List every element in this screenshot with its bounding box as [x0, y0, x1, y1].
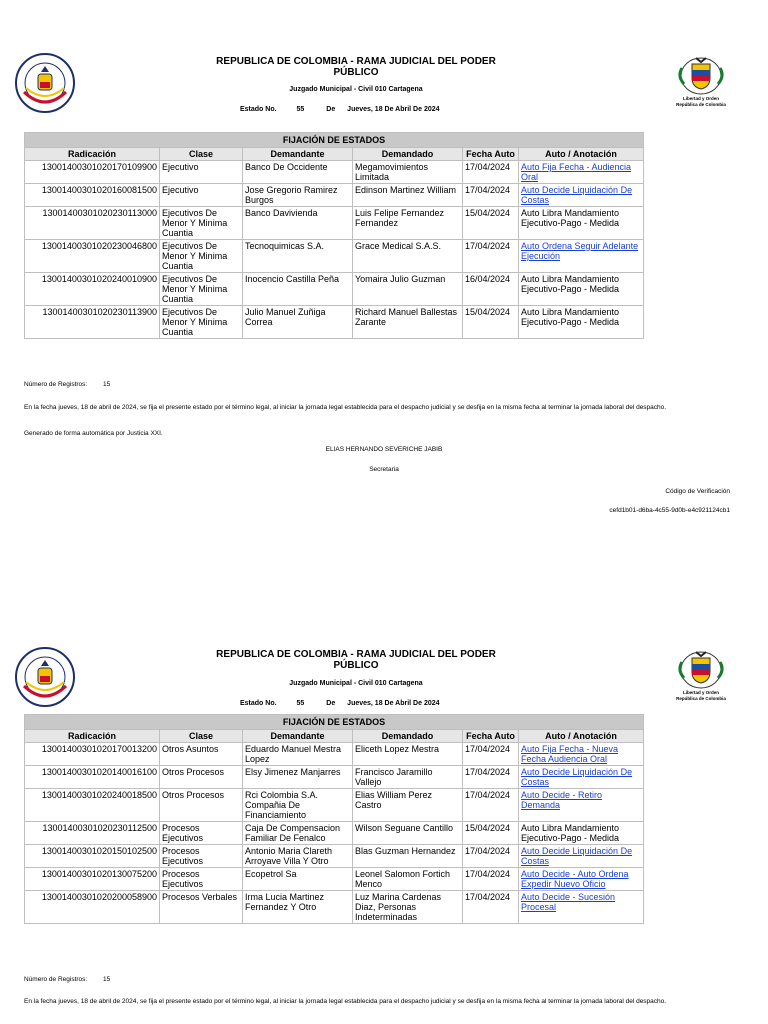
- verification-label: Código de Verificación: [665, 488, 730, 495]
- cell-auto-anotacion: Auto Libra Mandamiento Ejecutivo-Pago - Medida: [519, 306, 644, 339]
- estado-line: [240, 700, 440, 707]
- auto-link[interactable]: Auto Fija Fecha - Audiencia Oral: [521, 162, 632, 182]
- col-radicacion: Radicación: [25, 148, 160, 161]
- table-caption: FIJACIÓN DE ESTADOS: [25, 715, 644, 730]
- cell-demandante: Elsy Jimenez Manjarres: [243, 766, 353, 789]
- col-auto-anotacion: Auto / Anotación: [519, 148, 644, 161]
- registros-count: 15: [103, 976, 111, 983]
- cell-fecha-auto: 15/04/2024: [463, 306, 519, 339]
- cell-demandado: Edinson Martinez William: [353, 184, 463, 207]
- registros-count: 15: [103, 381, 111, 388]
- table-body: [25, 161, 644, 339]
- col-clase: Clase: [160, 730, 243, 743]
- cell-fecha-auto: 17/04/2024: [463, 240, 519, 273]
- cell-fecha-auto: 17/04/2024: [463, 743, 519, 766]
- cell-demandado: Wilson Seguane Cantillo: [353, 822, 463, 845]
- cell-clase: Ejecutivos De Menor Y Minima Cuantia: [160, 306, 243, 339]
- cell-auto-anotacion: [519, 766, 644, 789]
- fijacion-paragraph: En la fecha jueves, 18 de abril de 2024, se fija el presente estado por el término legal, al iniciar la jornada legal establecida para el despacho judicial y se desfija en la misma fecha al terminar la jornada laboral del despacho.: [24, 404, 667, 411]
- table-row: [25, 845, 644, 868]
- estado-number: 55: [296, 700, 305, 707]
- page-title: [200, 649, 512, 671]
- registros-label: Número de Registros:: [24, 381, 88, 388]
- table-row: [25, 766, 644, 789]
- col-demandante: Demandante: [243, 730, 353, 743]
- auto-link[interactable]: Auto Ordena Seguir Adelante Ejecución: [521, 241, 639, 261]
- cell-clase: Otros Procesos: [160, 766, 243, 789]
- estados-table: [24, 714, 644, 924]
- auto-link[interactable]: Auto Decide Liquidación De Costas: [521, 767, 633, 787]
- cell-auto-anotacion: [519, 240, 644, 273]
- table-row: [25, 273, 644, 306]
- cell-clase: Procesos Ejecutivos: [160, 845, 243, 868]
- cell-demandante: Caja De Compensacion Familiar De Fenalco: [243, 822, 353, 845]
- cell-clase: Ejecutivo: [160, 161, 243, 184]
- fijacion-paragraph: En la fecha jueves, 18 de abril de 2024, se fija el presente estado por el término legal, al iniciar la jornada legal establecida para el despacho judicial y se desfija en la misma fecha al terminar la jornada laboral del despacho.: [24, 998, 667, 1005]
- cell-fecha-auto: 16/04/2024: [463, 273, 519, 306]
- col-fecha-auto: Fecha Auto: [463, 730, 519, 743]
- cell-demandado: Leonel Salomon Fortich Menco: [353, 868, 463, 891]
- cell-clase: Procesos Verbales: [160, 891, 243, 924]
- rama-judicial-seal-icon: [14, 52, 76, 114]
- cell-auto-anotacion: [519, 161, 644, 184]
- cell-radicacion: 13001400301020140016100: [25, 766, 160, 789]
- estado-date: Jueves, 18 De Abril De 2024: [347, 700, 440, 707]
- svg-text:República de Colombia: República de Colombia: [676, 696, 726, 701]
- cell-demandante: Tecnoquimicas S.A.: [243, 240, 353, 273]
- svg-text:Libertad y Orden: Libertad y Orden: [682, 96, 720, 101]
- auto-link[interactable]: Auto Decide - Sucesión Procesal: [521, 892, 616, 912]
- estado-number: 55: [296, 106, 305, 113]
- cell-demandado: Grace Medical S.A.S.: [353, 240, 463, 273]
- de-label: De: [326, 700, 336, 707]
- cell-demandante: Ecopetrol Sa: [243, 868, 353, 891]
- cell-fecha-auto: 15/04/2024: [463, 822, 519, 845]
- cell-radicacion: 13001400301020230046800: [25, 240, 160, 273]
- cell-radicacion: 13001400301020200058900: [25, 891, 160, 924]
- cell-demandado: Elias William Perez Castro: [353, 789, 463, 822]
- table-body: [25, 743, 644, 924]
- svg-text:República de Colombia: República de Colombia: [676, 102, 726, 107]
- estado-label: Estado No.: [240, 700, 277, 707]
- col-demandado: Demandado: [353, 148, 463, 161]
- cell-fecha-auto: 17/04/2024: [463, 789, 519, 822]
- cell-demandante: Rci Colombia S.A. Compañia De Financiamiento: [243, 789, 353, 822]
- estados-table: [24, 132, 644, 339]
- table-row: [25, 184, 644, 207]
- cell-clase: Procesos Ejecutivos: [160, 868, 243, 891]
- col-fecha-auto: Fecha Auto: [463, 148, 519, 161]
- cell-auto-anotacion: [519, 743, 644, 766]
- cell-radicacion: 13001400301020160081500: [25, 184, 160, 207]
- title-line-2: PÚBLICO: [333, 67, 379, 78]
- registros-line: [24, 976, 110, 984]
- cell-radicacion: 13001400301020240010900: [25, 273, 160, 306]
- colombia-coat-of-arms-icon: [676, 648, 726, 704]
- signer-name: ELIAS HERNANDO SEVERICHE JABIB: [325, 446, 443, 453]
- estado-line: [240, 106, 440, 113]
- cell-demandante: Banco De Occidente: [243, 161, 353, 184]
- cell-demandado: Luz Marina Cardenas Diaz, Personas Indeterminadas: [353, 891, 463, 924]
- title-line-1: REPUBLICA DE COLOMBIA - RAMA JUDICIAL DEL PODER: [216, 56, 496, 67]
- verification-code: cefd1b01-d6ba-4c55-9d0b-e4c921124cb1: [609, 507, 730, 514]
- cell-auto-anotacion: Auto Libra Mandamiento Ejecutivo-Pago - Medida: [519, 273, 644, 306]
- cell-auto-anotacion: [519, 891, 644, 924]
- auto-link[interactable]: Auto Decide Liquidación De Costas: [521, 185, 633, 205]
- svg-text:Libertad y Orden: Libertad y Orden: [682, 690, 720, 695]
- col-demandado: Demandado: [353, 730, 463, 743]
- cell-demandante: Antonio Maria Clareth Arroyave Villa Y Otro: [243, 845, 353, 868]
- cell-radicacion: 13001400301020240018500: [25, 789, 160, 822]
- court-name: Juzgado Municipal - Civil 010 Cartagena: [289, 680, 423, 687]
- cell-radicacion: 13001400301020150102500: [25, 845, 160, 868]
- page-title: [200, 56, 512, 78]
- cell-clase: Procesos Ejecutivos: [160, 822, 243, 845]
- cell-clase: Otros Procesos: [160, 789, 243, 822]
- cell-clase: Ejecutivos De Menor Y Minima Cuantia: [160, 240, 243, 273]
- cell-demandado: Blas Guzman Hernandez: [353, 845, 463, 868]
- table-row: [25, 161, 644, 184]
- table-caption: FIJACIÓN DE ESTADOS: [25, 133, 644, 148]
- estado-label: Estado No.: [240, 106, 277, 113]
- cell-demandante: Julio Manuel Zuñiga Correa: [243, 306, 353, 339]
- table-row: [25, 822, 644, 845]
- col-clase: Clase: [160, 148, 243, 161]
- cell-auto-anotacion: Auto Libra Mandamiento Ejecutivo-Pago - Medida: [519, 207, 644, 240]
- cell-clase: Otros Asuntos: [160, 743, 243, 766]
- cell-demandado: Megamovimientos Limitada: [353, 161, 463, 184]
- cell-auto-anotacion: [519, 184, 644, 207]
- cell-demandado: Luis Felipe Fernandez Fernandez: [353, 207, 463, 240]
- cell-fecha-auto: 15/04/2024: [463, 207, 519, 240]
- cell-fecha-auto: 17/04/2024: [463, 868, 519, 891]
- auto-link[interactable]: Auto Decide Liquidación De Costas: [521, 846, 633, 866]
- cell-auto-anotacion: Auto Libra Mandamiento Ejecutivo-Pago - Medida: [519, 822, 644, 845]
- cell-clase: Ejecutivo: [160, 184, 243, 207]
- cell-clase: Ejecutivos De Menor Y Minima Cuantia: [160, 207, 243, 240]
- col-demandante: Demandante: [243, 148, 353, 161]
- registros-label: Número de Registros:: [24, 976, 88, 983]
- cell-demandado: Francisco Jaramillo Vallejo: [353, 766, 463, 789]
- cell-demandante: Inocencio Castilla Peña: [243, 273, 353, 306]
- colombia-coat-of-arms-icon: [676, 54, 726, 110]
- col-auto-anotacion: Auto / Anotación: [519, 730, 644, 743]
- auto-link[interactable]: Auto Fija Fecha - Nueva Fecha Audiencia Oral: [521, 744, 619, 764]
- cell-radicacion: 13001400301020130075200: [25, 868, 160, 891]
- cell-demandado: Yomaira Julio Guzman: [353, 273, 463, 306]
- table-row: [25, 868, 644, 891]
- cell-fecha-auto: 17/04/2024: [463, 891, 519, 924]
- cell-auto-anotacion: [519, 845, 644, 868]
- table-row: [25, 207, 644, 240]
- cell-radicacion: 13001400301020230113000: [25, 207, 160, 240]
- generated-note: Generado de forma automática por Justicia XXI.: [24, 430, 163, 437]
- cell-auto-anotacion: [519, 789, 644, 822]
- signer-role: Secretaria: [369, 466, 399, 473]
- title-line-1: REPUBLICA DE COLOMBIA - RAMA JUDICIAL DEL PODER: [216, 649, 496, 660]
- cell-radicacion: 13001400301020230113900: [25, 306, 160, 339]
- court-name: Juzgado Municipal - Civil 010 Cartagena: [289, 86, 423, 93]
- cell-demandado: Richard Manuel Ballestas Zarante: [353, 306, 463, 339]
- cell-demandante: Eduardo Manuel Mestra Lopez: [243, 743, 353, 766]
- de-label: De: [326, 106, 336, 113]
- table-row: [25, 891, 644, 924]
- cell-fecha-auto: 17/04/2024: [463, 184, 519, 207]
- title-line-2: PÚBLICO: [333, 660, 379, 671]
- auto-link[interactable]: Auto Decide - Retiro Demanda: [521, 790, 603, 810]
- table-row: [25, 789, 644, 822]
- cell-radicacion: 13001400301020230112500: [25, 822, 160, 845]
- cell-fecha-auto: 17/04/2024: [463, 845, 519, 868]
- table-row: [25, 240, 644, 273]
- rama-judicial-seal-icon: [14, 646, 76, 708]
- cell-demandante: Irma Lucia Martinez Fernandez Y Otro: [243, 891, 353, 924]
- table-row: [25, 743, 644, 766]
- cell-radicacion: 13001400301020170013200: [25, 743, 160, 766]
- auto-link[interactable]: Auto Decide - Auto Ordena Expedir Nuevo Oficio: [521, 869, 629, 889]
- cell-demandante: Banco Davivienda: [243, 207, 353, 240]
- estado-date: Jueves, 18 De Abril De 2024: [347, 106, 440, 113]
- col-radicacion: Radicación: [25, 730, 160, 743]
- cell-auto-anotacion: [519, 868, 644, 891]
- registros-line: [24, 381, 110, 389]
- cell-demandado: Eliceth Lopez Mestra: [353, 743, 463, 766]
- cell-fecha-auto: 17/04/2024: [463, 766, 519, 789]
- cell-demandante: Jose Gregorio Ramirez Burgos: [243, 184, 353, 207]
- cell-fecha-auto: 17/04/2024: [463, 161, 519, 184]
- cell-clase: Ejecutivos De Menor Y Minima Cuantia: [160, 273, 243, 306]
- table-row: [25, 306, 644, 339]
- cell-radicacion: 13001400301020170109900: [25, 161, 160, 184]
